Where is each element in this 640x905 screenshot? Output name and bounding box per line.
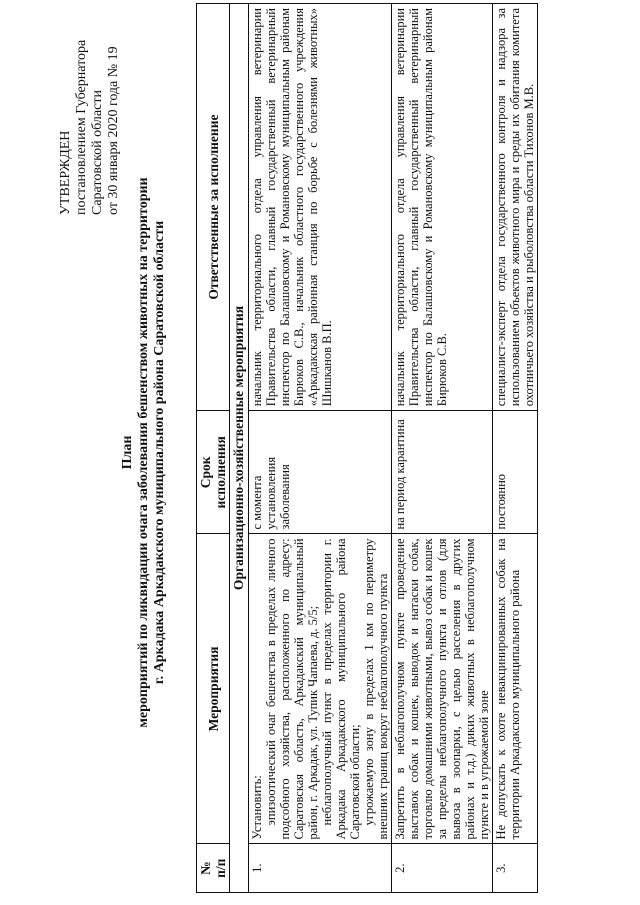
plan-subtitle-line-1: мероприятий по ликвидации очага заболевания бешенством животных на территории [136, 177, 151, 728]
row-2-num: 2. [392, 844, 493, 893]
row-1-measure-p3: угрожаемую зону в пределах 1 км по периметру внешних границ вокруг неблагополучного пункта [362, 538, 390, 840]
header-num [197, 844, 230, 893]
table-row [249, 4, 392, 893]
plan-subtitle-line-2: г. Аркадака Аркадакского муниципального района Саратовской области [152, 220, 167, 685]
header-term-line-2: исполнения [213, 436, 228, 509]
row-1-measure-intro: Установить: [250, 775, 264, 840]
row-1-measure [249, 534, 392, 844]
row-1-num: 1. [249, 844, 392, 893]
approval-line-2: постановлением Губернатора [74, 39, 89, 215]
header-term [197, 411, 230, 534]
approval-stamp [58, 15, 122, 215]
table-row [493, 4, 538, 893]
row-2-responsible: начальник территориального отдела управления ветеринарии Правительства области, главный государственный ветеринарный инспектор по Балашовскому и Романовскому муниципальным районам Бирюков С.В. [392, 4, 493, 411]
plan-heading: План [120, 435, 135, 470]
row-3-measure: Не допускать к охоте невакцинированных собак на территории Аркадакского муниципального района [493, 534, 538, 844]
table-header-row [197, 4, 230, 893]
section-row [230, 4, 249, 893]
table-row [392, 4, 493, 893]
approval-line-4: от 30 января 2020 года № 19 [106, 46, 121, 215]
measures-table [196, 3, 538, 893]
header-responsible: Ответственные за исполнение [197, 4, 230, 411]
row-3-term: постоянно [493, 411, 538, 534]
row-1-measure-p1: эпизоотический очаг бешенства в пределах личного подсобного хозяйства, расположенного по адресу: Саратовская область, Аркадакский муниципальный район, г. Аркадак, ул. Тупик Чапаева, д. 5/5; [264, 538, 320, 840]
section-title: Организационно-хозяйственные мероприятия [230, 4, 249, 893]
row-2-term: на период карантина [392, 411, 493, 534]
approval-line-3: Саратовской области [90, 90, 105, 215]
header-measures: Мероприятия [197, 534, 230, 844]
approval-line-1: УТВЕРЖДЕН [58, 130, 73, 215]
header-term-line-1: Срок [198, 456, 213, 489]
row-3-num: 3. [493, 844, 538, 893]
row-1-responsible: начальник территориального отдела управления ветеринарии Правительства области, главный государственный ветеринарный инспектор по Балашовскому и Романовскому муниципальным районам Бирюков С.В., начальник областного государственного учреждения «Аркадакская районная станция по борьбе с болезнями животных» Шишканов В.П. [249, 4, 392, 411]
row-2-measure: Запретить в неблагополучном пункте проведение выставок собак и кошек, выводок и натаски собак, торговлю домашними животными, вывоз собак и кошек за пределы неблагополучного пункта и отлов (для вывоза в зоопарки, с целью расселения в других районах и т.д.) диких животных в неблагополучном пункте и в угрожаемой зоне [392, 534, 493, 844]
header-num-line-1: № [198, 861, 213, 876]
row-1-term: с момента установления заболевания [249, 411, 392, 534]
row-3-responsible: специалист-эксперт отдела государственного контроля и надзора за использованием объектов животного мира и среды их обитания комитета охотничьего хозяйства и рыболовства области Тихонов М.В. [493, 4, 538, 411]
header-num-line-2: п/п [213, 858, 228, 878]
row-1-measure-p2: неблагополучный пункт в пределах территории г. Аркадака Аркадакского муниципального района Саратовской области; [320, 538, 362, 840]
